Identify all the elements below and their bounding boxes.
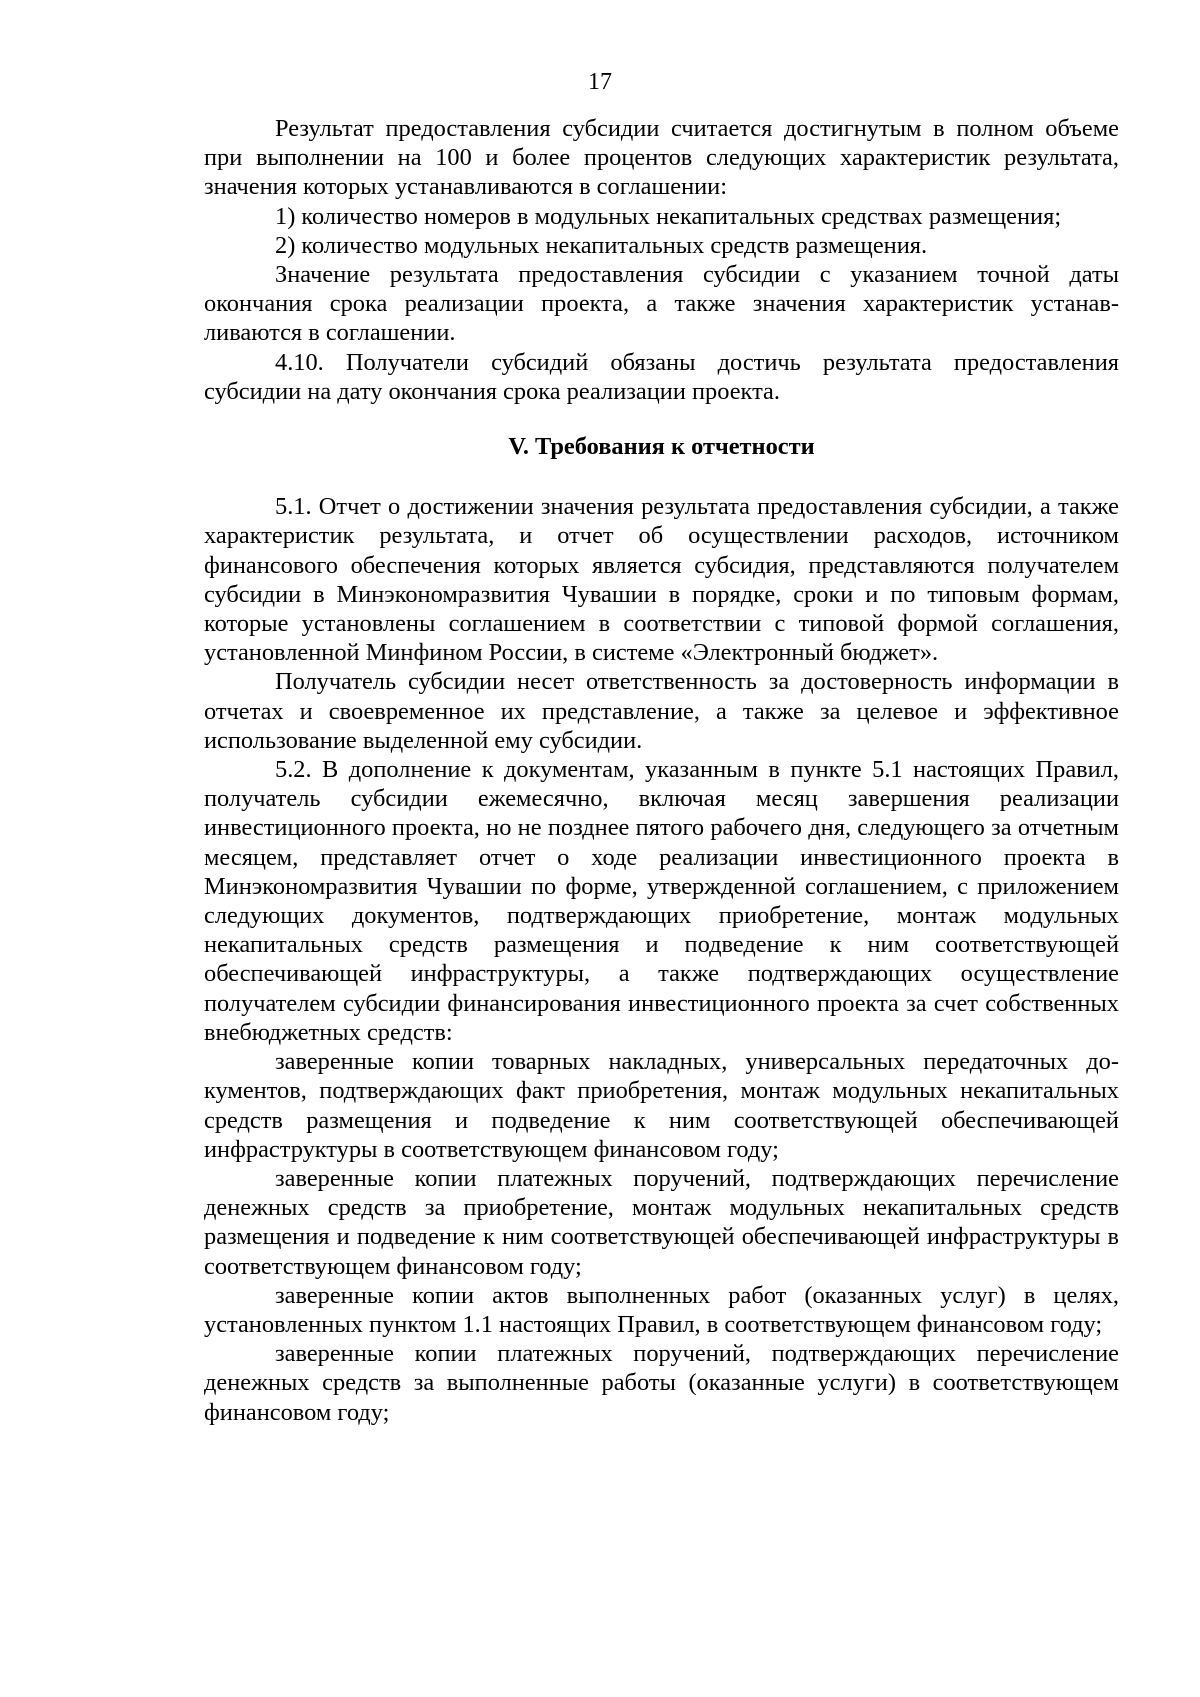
paragraph-acts: заверенные копии актов выполненных работ (оказанных услуг) в целях, установленных пунктом 1.1 настоящих Правил, в соответствующем финансовом году; [204, 1281, 1119, 1338]
document-body [204, 114, 1119, 1427]
paragraph-invoices: заверенные копии товарных накладных, универсальных передаточных документов, подтверждающих факт приобретения, монтаж модульных некапитальных средств размещения и подведение к ним соответствующей обеспечивающей инфраструктуры в соответствующем финансовом году; [204, 1048, 1119, 1163]
paragraph-4-10: 4.10. Получатели субсидий обязаны достичь результата предоставления субсидии на дату окончания срока реализации проекта. [204, 348, 1119, 405]
paragraph-result-value: Значение результата предоставления субсидии с указанием точной даты окончания срока реализации проекта, а также значения характеристик устанавливаются в соглашении. [204, 261, 1119, 347]
section-title: V. Требования к отчетности [508, 433, 815, 461]
paragraph-responsibility: Получатель субсидии несет ответственность за достоверность информации в отчетах и своевременное их представление, а также за целевое и эффективное использование выделенной ему субсидии. [204, 668, 1119, 754]
paragraph-5-2: 5.2. В дополнение к документам, указанным в пункте 5.1 настоящих Правил, получатель субсидии ежемесячно, включая месяц завершения реализации инвестиционного проекта, но не позднее пятого рабочего дня, следующего за отчетным месяцем, представляет отчет о ходе реализации инвестиционного проекта в Минэкономразвития Чувашии по форме, утвержденной соглашением, с приложением следующих документов, подтверждающих приобретение, монтаж модульных некапитальных средств размещения и подведение к ним соответствующей обеспечивающей инфраструктуры, а также подтверждающих осуществление получателем субсидии финансирования инвестиционного проекта за счет собственных внебюджетных средств: [204, 756, 1119, 1046]
paragraph-payment-orders-works: заверенные копии платежных поручений, подтверждающих перечисление денежных средств за выполненные работы (оказанные услуги) в соответствующем финансовом году; [204, 1340, 1119, 1426]
spacer [204, 406, 1119, 409]
paragraph-result-achieved: Результат предоставления субсидии считается достигнутым в полном объеме при выполнении на 100 и более процентов следующих характеристик результата, значения которых устанавливаются в соглашении: [204, 115, 1119, 201]
paragraph-payment-orders-purchase: заверенные копии платежных поручений, подтверждающих перечисление денежных средств за приобретение, монтаж модульных некапитальных средств размещения и подведение к ним соответствующей обеспечивающей инфраструктуры в соответствующем финансовом году; [204, 1164, 1119, 1280]
paragraph-item-2: 2) количество модульных некапитальных средств размещения. [275, 231, 928, 259]
paragraph-5-1: 5.1. Отчет о достижении значения результата предоставления субсидии, а также характеристик результата, и отчет об осуществлении расходов, источником финансового обеспечения которых является субсидия, представляются получателем субсидии в Минэкономразвития Чувашии в порядке, сроки и по типовым формам, которые установлены соглашением в соответствии с типовой формой соглашения, установленной Минфином России, в системе «Электронный бюджет». [204, 493, 1119, 667]
paragraph-item-1: 1) количество номеров в модульных некапитальных средствах размещения; [275, 202, 1062, 230]
page-number: 17 [588, 69, 612, 95]
